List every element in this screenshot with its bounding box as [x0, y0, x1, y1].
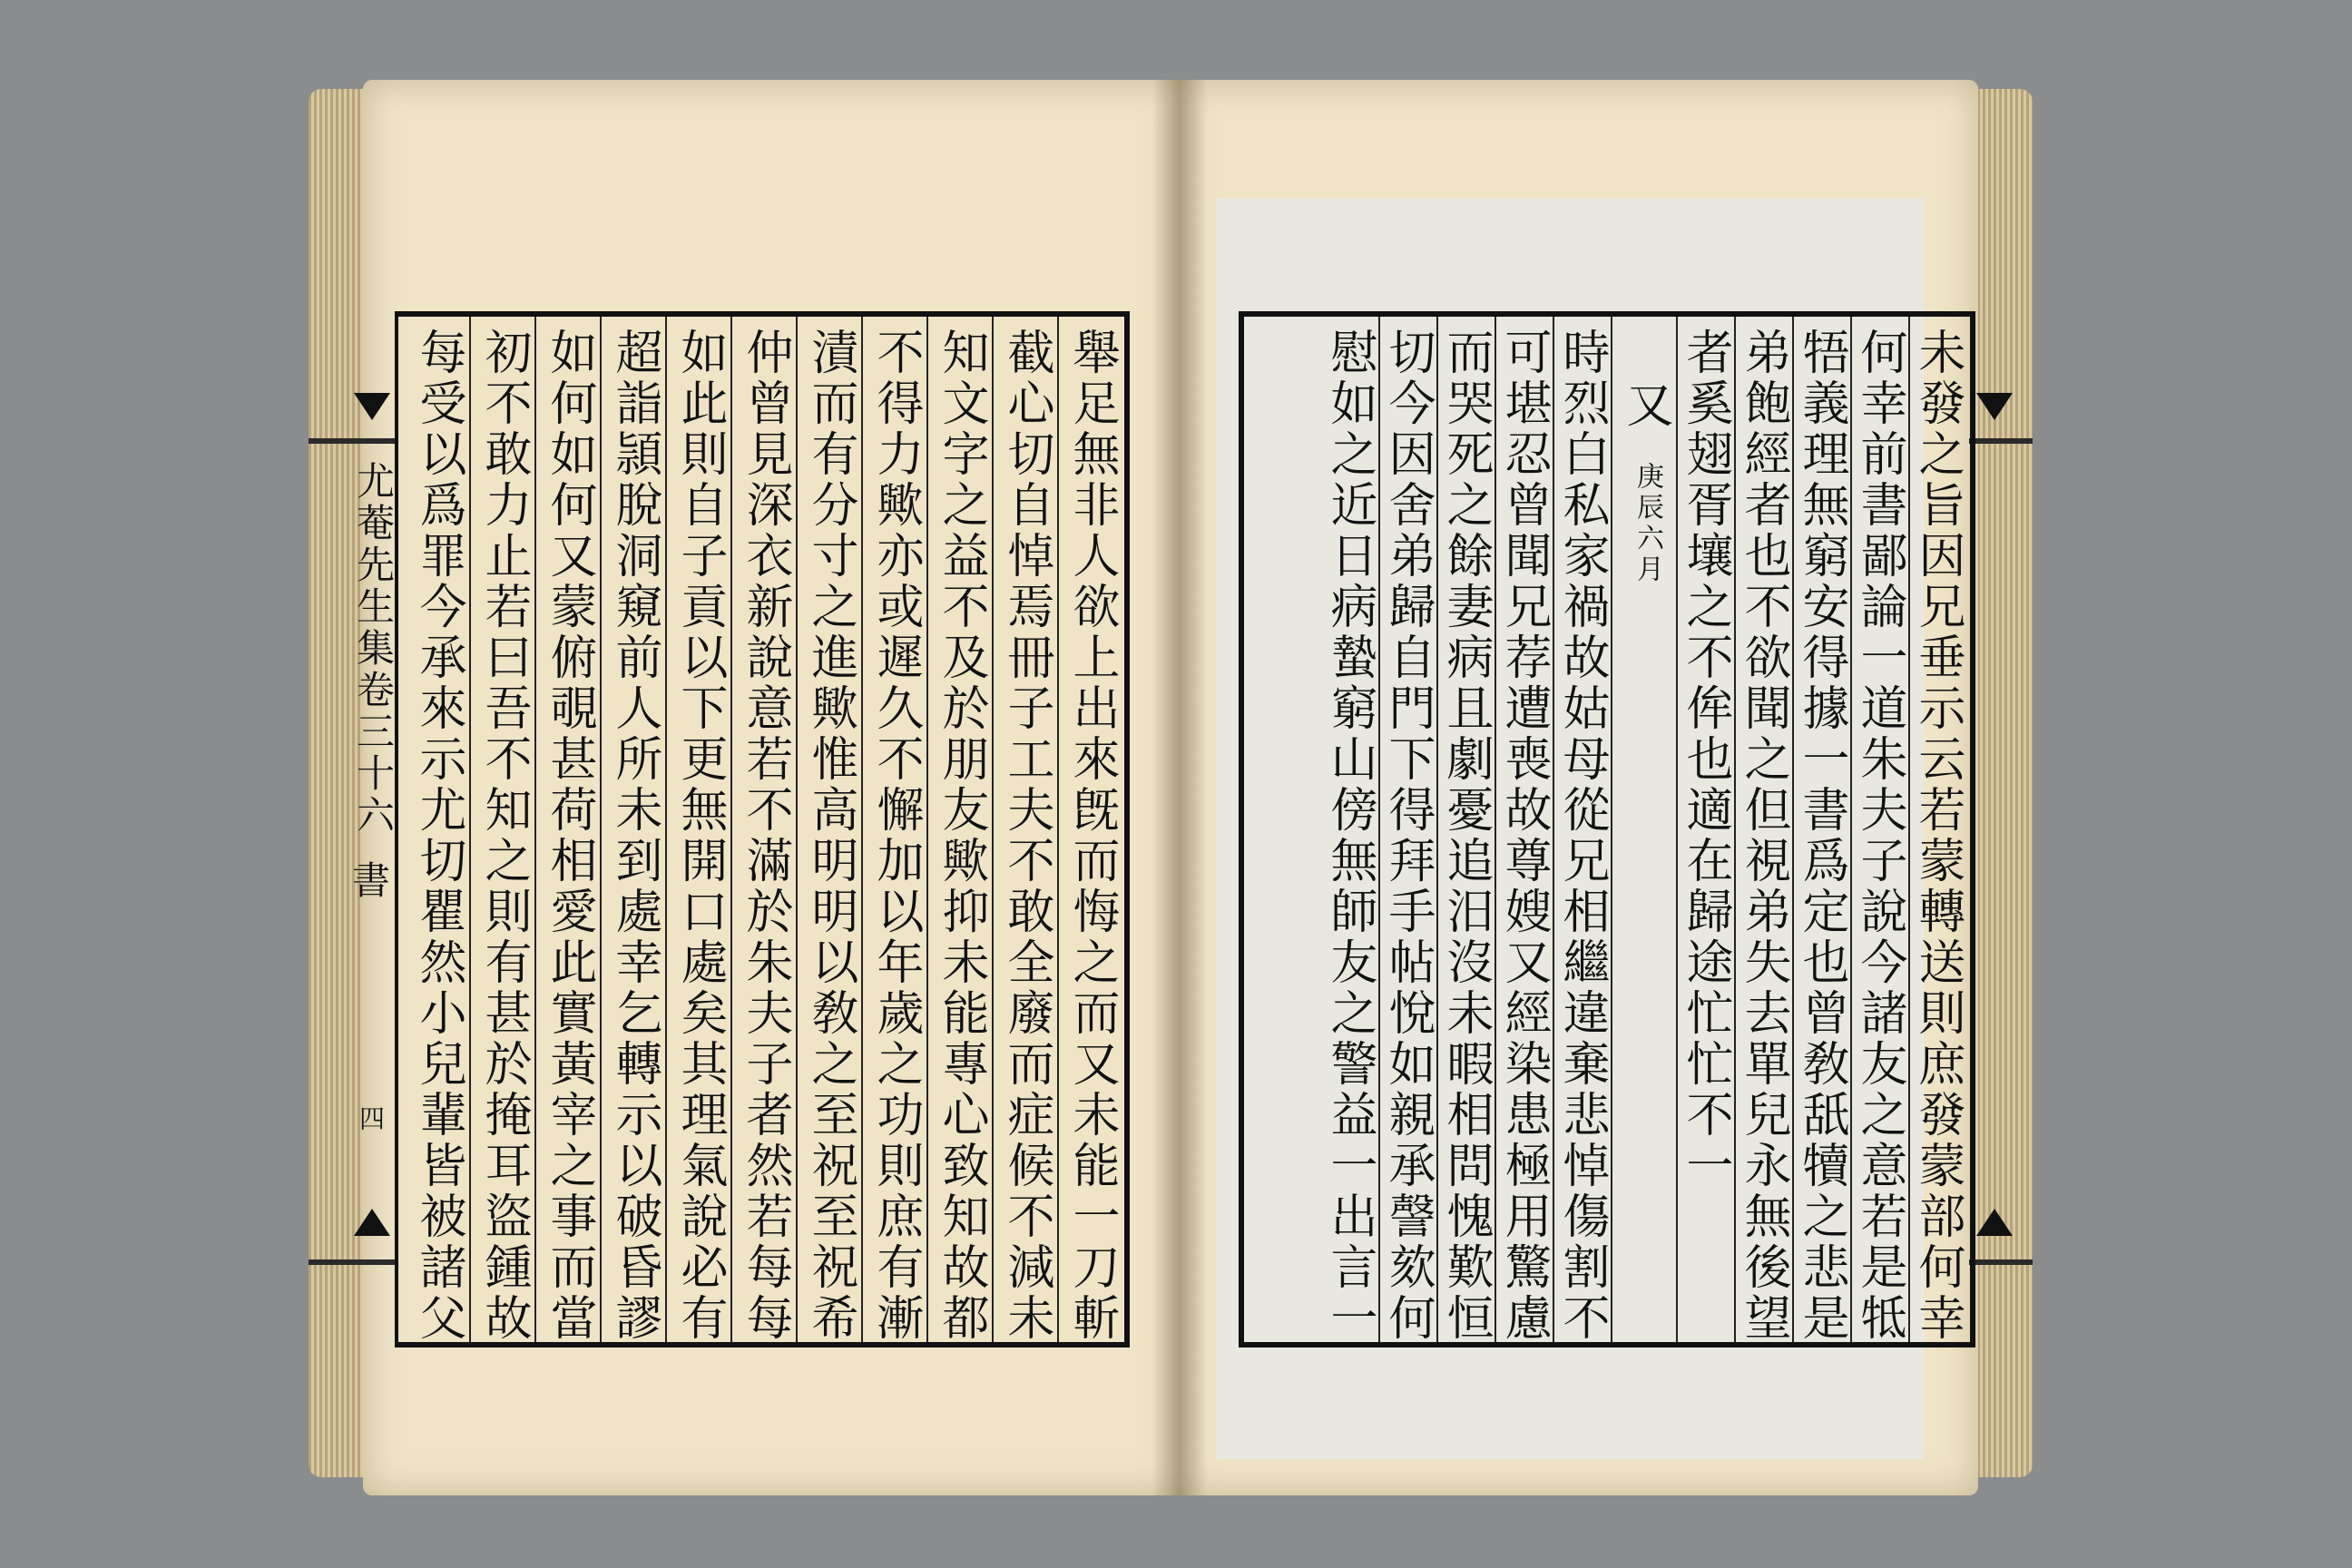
- letter-heading: 又: [1618, 380, 1672, 431]
- section-label: 書: [347, 860, 391, 902]
- right-text-frame: [1239, 311, 1975, 1348]
- left-text-frame: [395, 311, 1130, 1348]
- text-column: 而哭死之餘妻病且劇憂追汨沒未暇相問愧歎恒: [1438, 328, 1493, 1344]
- book-gutter: [1152, 80, 1207, 1495]
- text-column: 未發之旨因兄垂示云若蒙轉送則庶發蒙部何幸: [1910, 328, 1965, 1344]
- text-column: 超詣頴脫洞窺前人所未到處幸乞轉示以破昏謬: [607, 328, 662, 1344]
- text-column: 時烈白私家禍故姑母從兄相繼違棄悲悼傷割不: [1554, 328, 1609, 1344]
- fishtail-ornament: [1976, 1205, 2013, 1236]
- book-title: 尤菴先生集卷三十六: [351, 461, 396, 837]
- text-column: 切今因舍弟歸自門下得拜手帖悅如親承謦欬何: [1380, 328, 1435, 1344]
- page-number: 四: [356, 1105, 386, 1134]
- text-column: 仲曾見深衣新說意若不滿於朱夫子者然若每每: [738, 328, 792, 1344]
- text-column: 知文字之益不及於朋友歟抑未能專心致知故都: [934, 328, 988, 1344]
- text-column: 如何如何又蒙俯覗甚荷相愛此實黃宰之事而當: [542, 328, 596, 1344]
- text-column: 可堪忍曾聞兄荐遭喪故尊嫂又經染患極用驚慮: [1496, 328, 1551, 1344]
- text-column: 不得力歟亦或遲久不懈加以年歲之功則庶有漸: [868, 328, 923, 1344]
- text-column: 弟飽經者也不欲聞之但視弟失去單兒永無後望: [1736, 328, 1790, 1344]
- fishtail-ornament: [1976, 393, 2013, 424]
- binding-stitch: [309, 438, 395, 444]
- text-column: 牾義理無窮安得據一書爲定也曾敎舐犢之悲是: [1794, 328, 1848, 1344]
- date-note: 庚辰六月: [1632, 462, 1663, 585]
- text-column: 截心切自悼焉冊子工夫不敢全廢而症候不減未: [999, 328, 1054, 1344]
- binding-stitch: [1969, 438, 2033, 444]
- text-column: 舉足無非人欲上出來旣而悔之而又未能一刀斬: [1064, 328, 1119, 1344]
- fishtail-ornament: [354, 1205, 390, 1236]
- fishtail-ornament: [354, 393, 390, 424]
- text-column: 漬而有分寸之進歟惟高明明以敎之至祝至祝希: [803, 328, 858, 1344]
- text-column: 初不敢力止若曰吾不知之則有甚於掩耳盜鍾故: [476, 328, 531, 1344]
- text-column: 者奚翅胥壤之不侔也適在歸途忙忙不一: [1678, 328, 1732, 1191]
- right-page-edges: [1969, 89, 2033, 1477]
- text-column: 如此則自子貢以下更無開口處矣其理氣說必有: [672, 328, 727, 1344]
- text-column: 每受以爲罪今承來示尤切瞿然小兒輩皆被諸父: [411, 328, 466, 1344]
- text-column: 慰如之近日病蟄窮山傍無師友之警益一出言一: [1322, 328, 1377, 1344]
- open-book: [309, 80, 2033, 1495]
- binding-stitch: [1969, 1259, 2033, 1265]
- text-column: 何幸前書鄙論一道朱夫子說今諸友之意若是牴: [1852, 328, 1906, 1344]
- binding-stitch: [309, 1259, 395, 1265]
